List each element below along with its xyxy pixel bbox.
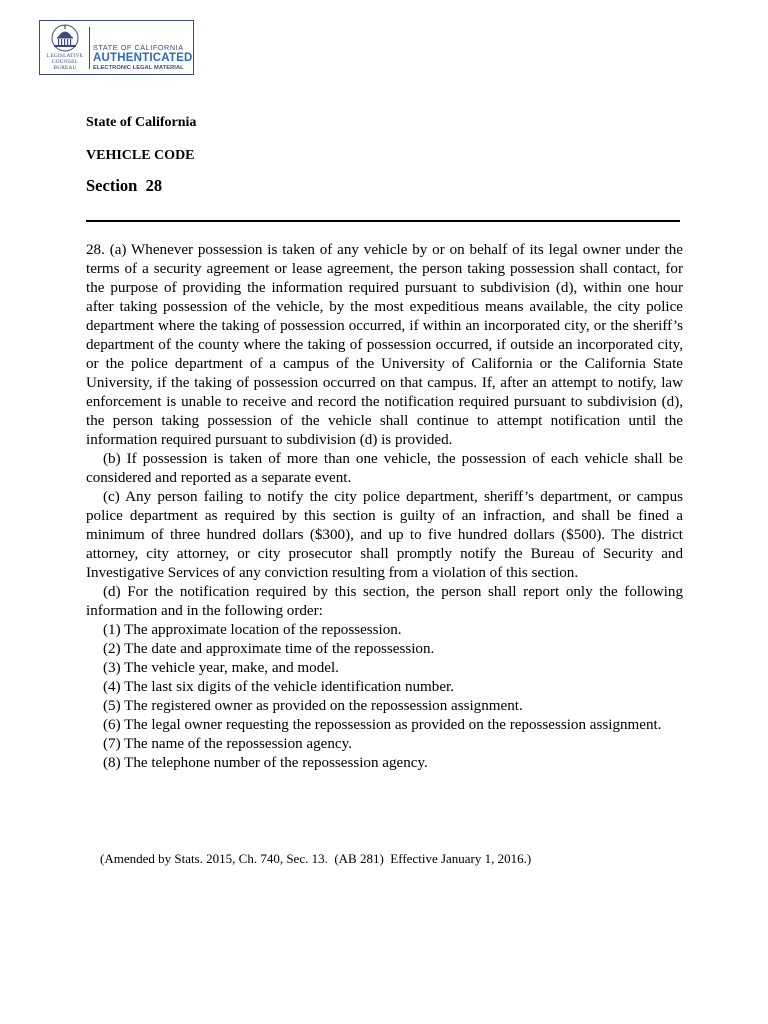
paragraph-a: 28. (a) Whenever possession is taken of any vehicle by or on behalf of its legal owner under the terms of a security agreement or lease agreement, the person taking possession shall contact, for the purpose of providing the information required pursuant to subdivision (d), within one hour after taking possession of the vehicle, by the most expeditious means available, the city police department where the taking of possession occurred, if within an incorporated city, or the sheriff’s department of the county where the taking of possession occurred, if outside an incorporated city, or the police department of a campus of the University of California or the California State University, if the taking of possession occurred on that campus. If, after an attempt to notify, law enforcement is unable to receive and record the notification required pursuant to subdivision (d), the person taking possession of the vehicle shall continue to attempt notification until the information required pursuant to subdivision (d) is provided. (86, 242, 683, 448)
badge-divider (89, 27, 90, 69)
list-item: (3) The vehicle year, make, and model. (103, 660, 339, 676)
list-item: (5) The registered owner as provided on the repossession assignment. (103, 698, 523, 714)
badge-subtitle: ELECTRONIC LEGAL MATERIAL (93, 65, 184, 71)
seal-line: LEGISLATIVE (46, 53, 84, 59)
history-note: (Amended by Stats. 2015, Ch. 740, Sec. 13. (AB 281) Effective January 1, 2016.) (100, 851, 532, 866)
list-item: (4) The last six digits of the vehicle identification number. (103, 679, 454, 695)
badge-authenticated-label: AUTHENTICATED (93, 52, 193, 64)
list-item: (2) The date and approximate time of the repossession. (103, 641, 435, 657)
section-body (86, 241, 683, 773)
section-heading: Section 28 (86, 176, 163, 195)
seal-line: COUNSEL (51, 59, 79, 65)
list-item: (7) The name of the repossession agency. (103, 736, 352, 752)
authenticated-badge (39, 20, 194, 75)
paragraph-c: (c) Any person failing to notify the city police department, sheriff’s department, or campus police department as required by this section is guilty of an infraction, and shall be fined a minimum of three hundred dollars ($300), and up to five hundred dollars ($500). The district attorney, city attorney, or city prosecutor shall promptly notify the Bureau of Security and Investigative Services of any conviction resulting from a violation of this section. (86, 489, 683, 581)
list-item: (8) The telephone number of the repossession agency. (103, 755, 428, 771)
state-heading: State of California (86, 115, 197, 130)
list-item: (1) The approximate location of the repossession. (103, 622, 402, 638)
badge-state-label: STATE OF CALIFORNIA (93, 43, 184, 52)
list-item: (6) The legal owner requesting the repossession as provided on the repossession assignment. (103, 717, 662, 733)
paragraph-d: (d) For the notification required by this section, the person shall report only the following information and in the following order: (86, 584, 683, 619)
seal-label (43, 53, 87, 71)
seal-line: BUREAU (53, 65, 77, 71)
paragraph-b: (b) If possession is taken of more than one vehicle, the possession of each vehicle shall be considered and reported as a separate event. (86, 451, 683, 486)
heading-rule (86, 220, 680, 222)
capitol-dome-icon (43, 23, 87, 73)
code-heading: VEHICLE CODE (86, 148, 195, 163)
